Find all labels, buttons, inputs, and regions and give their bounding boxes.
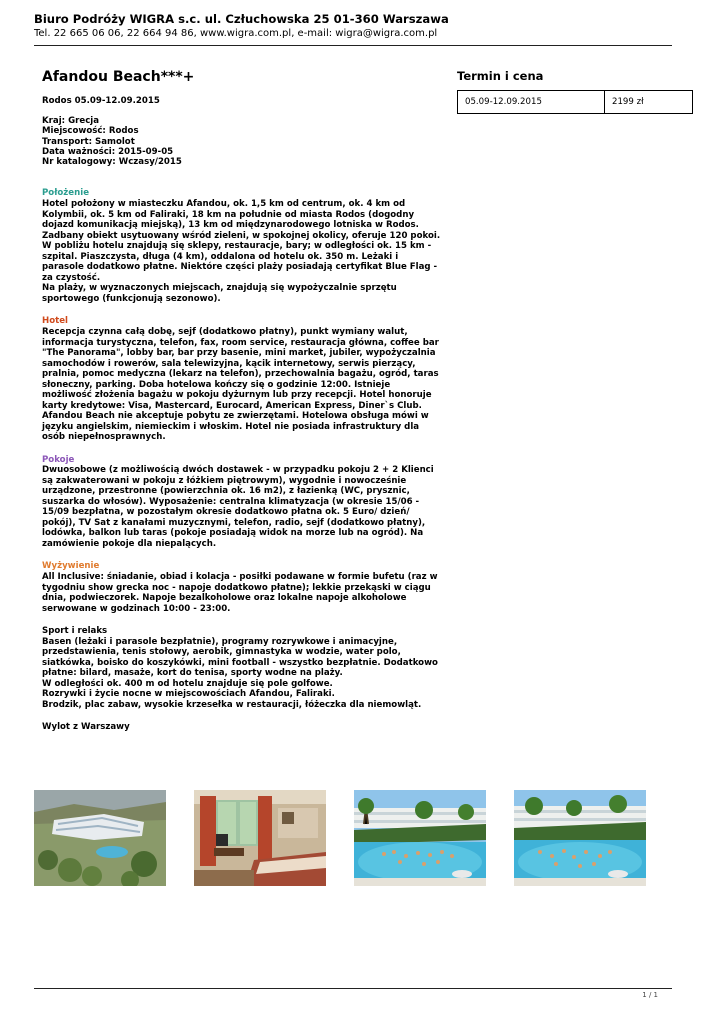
section-food-heading: Wyżywienie (42, 561, 100, 572)
section-sport-heading: Sport i relaks (42, 626, 108, 637)
company-name: Biuro Podróży WIGRA s.c. ul. Człuchowska 25 01-360 Warszawa (34, 12, 449, 26)
section-rooms-heading: Pokoje (42, 454, 75, 465)
section-hotel-heading: Hotel (42, 316, 68, 327)
section-food-text: All Inclusive: śniadanie, obiad i kolacja - posiłki podawane w formie bufetu (raz w tygodniu show grecka noc - napoje dodatkowo płatne); lekkie przekąski w ciągu dnia, podwieczorek. Napoje bezalkoholowe oraz lokalne napoje alkoholowe serwowane w godzinach 10:00 - 23:00. (42, 572, 438, 614)
pricing-date: 05.09-12.09.2015 (458, 91, 605, 114)
pool-photo-2 (514, 790, 646, 886)
page-header (34, 12, 672, 41)
pool-photo-1 (354, 790, 486, 886)
offer-details (42, 68, 442, 733)
meta-city: Miejscowość: Rodos (42, 126, 139, 137)
departure-text: Wylot z Warszawy (42, 722, 130, 733)
section-location (42, 188, 442, 304)
footer-divider (34, 988, 672, 989)
section-hotel (42, 316, 442, 442)
meta-transport: Transport: Samolot (42, 136, 135, 147)
pricing-panel (457, 68, 693, 114)
section-rooms (42, 455, 442, 550)
meta-country: Kraj: Grecja (42, 116, 100, 126)
section-food (42, 561, 442, 614)
pricing-price: 2199 zł (605, 91, 693, 114)
pricing-row (458, 91, 693, 114)
hotel-room-photo (194, 790, 326, 886)
page-number: 1 / 1 (642, 991, 658, 999)
offer-meta (42, 116, 442, 167)
section-departure (42, 722, 442, 733)
section-location-heading: Położenie (42, 188, 90, 199)
section-sport (42, 626, 442, 710)
section-sport-text: Basen (leżaki i parasole bezpłatnie), programy rozrywkowe i animacyjne, przedstawienia, tenis stołowy, aerobik, gimnastyka w wodzie, water polo, siatkówka, boisko do koszykówki, mini football - wszystko bezpłatnie. Dodatkowo płatne: bilard, masaże, kort do tenisa, sporty wodne na plaży. W odległości ok. 400 m od hotelu znajduje się pole golfowe. Rozrywki i życie nocne w miejscowościach Afandou, Faliraki. Brodzik, plac zabaw, wysokie krzesełka w restauracji, łóżeczka dla niemowląt. (42, 636, 438, 710)
offer-title: Afandou Beach***+ (42, 69, 195, 85)
pricing-heading: Termin i cena (457, 69, 544, 83)
meta-valid-date: Data ważności: 2015-09-05 (42, 146, 174, 157)
hotel-aerial-photo (34, 790, 166, 886)
section-rooms-text: Dwuosobowe (z możliwością dwóch dostawek - w przypadku pokoju 2 + 2 Klienci są zakwaterowani w pokoju z łóżkiem piętrowym), wygodnie i nowocześnie urządzone, przestronne (powierzchnia ok. 16 m2), z łazienką (WC, prysznic, suszarka do włosów). Wyposażenie: centralna klimatyzacja (w okresie 15/06 - 15/09 bezpłatna, w pozostałym okresie dodatkowo płatna ok. 5 Euro/ dzień/ pokój), TV Sat z kanałami muzycznymi, telefon, radio, sejf (dodatkowo płatny), lodówka, balkon lub taras (pokoje posiadają widok na morze lub na ogród). Na zamówienie pokoje dla niepalących. (42, 465, 434, 549)
header-divider (34, 45, 672, 46)
offer-dates: Rodos 05.09-12.09.2015 (42, 96, 160, 106)
meta-catalog-number: Nr katalogowy: Wczasy/2015 (42, 157, 182, 168)
section-hotel-text: Recepcja czynna całą dobę, sejf (dodatkowo płatny), punkt wymiany walut, informacja turystyczna, telefon, fax, room service, restauracja główna, coffee bar "The Panorama", lobby bar, bar przy basenie, mini market, jubiler, wypożyczalnia samochodów i rowerów, sala telewizyjna, kącik internetowy, serwis pierzący, pralnia, pomoc medyczna (lekarz na telefon), przechowalnia bagażu, ogród, taras słoneczny, parking. Doba hotelowa kończy się o godzinie 12:00. Istnieje możliwość złożenia bagażu w pokoju dyżurnym lub przy recepcji. Hotel honoruje karty kredytowe: Visa, Mastercard, Eurocard, American Express, Diner`s Club. Afandou Beach nie akceptuje pobytu ze zwierzętami. Hotelowa obsługa mówi w języku angielskim, niemieckim i włoskim. Hotel nie posiada infrastruktury dla osób niepełnosprawnych. (42, 327, 439, 443)
photo-gallery (34, 790, 662, 886)
section-location-text: Hotel położony w miasteczku Afandou, ok. 1,5 km od centrum, ok. 4 km od Kolymbii, ok. 5 km od Faliraki, 18 km na południe od miasta Rodos (dogodny dojazd komunikacją miejską), 13 km od międzynarodowego lotniska w Rodos. Zadbany obiekt usytuowany wśród zieleni, w spokojnej okolicy, oferuje 120 pokoi. W pobliżu hotelu znajdują się sklepy, restauracje, bary; w odległości ok. 15 km - szpital. Piaszczysta, długa (4 km), oddalona od hotelu ok. 350 m. Leżaki i parasole dodatkowo płatne. Niektóre części plaży posiadają certyfikat Blue Flag - za czystość. Na plaży, w wyznaczonych miejscach, znajdują się wypożyczalnie sprzętu sportowego (funkcjonują sezonowo). (42, 199, 441, 304)
company-contact: Tel. 22 665 06 06, 22 664 94 86, www.wigra.com.pl, e-mail: wigra@wigra.com.pl (34, 28, 438, 39)
pricing-table (457, 90, 693, 114)
